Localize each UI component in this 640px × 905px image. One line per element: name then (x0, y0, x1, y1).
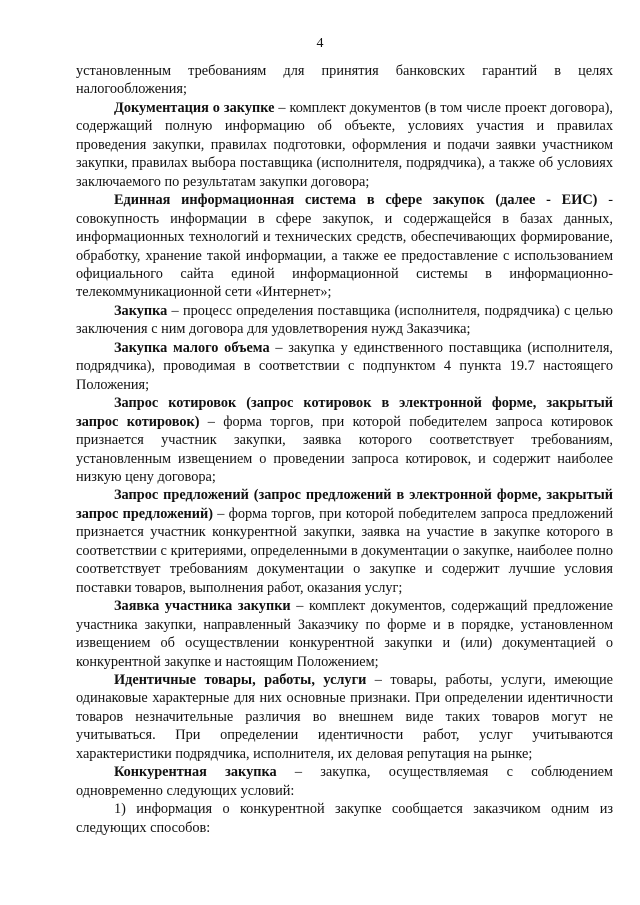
definition-text: – закупка у единственного поставщика (исполнителя, подрядчика), проводимая в соответствии с подпунктом 4 пункта 19.7 настоящего Положения; (76, 339, 613, 393)
list-item-text: 1) информация о конкурентной закупке сообщается заказчиком одним из следующих способов: (76, 801, 613, 836)
definition-text: – процесс определения поставщика (исполнителя, подрядчика) с целью заключения с ним договора для удовлетворения нужд Заказчика; (76, 302, 613, 338)
definition-eis (76, 191, 613, 302)
definition-text: – форма торгов, при которой победителем запроса котировок признается участник закупки, заявка которого соответствует требованиям, установленным извещением о проведении запроса котировок, и содержит наиболее низкую цену договора; (76, 413, 613, 485)
definition-term: Запрос предложений (запрос предложений в электронной форме, закрытый запрос предложений) (76, 487, 613, 522)
definition-request-for-proposals (76, 486, 613, 597)
page-number: 4 (316, 36, 324, 51)
definition-text: – комплект документов, содержащий предложение участника закупки, направленный Заказчику по форме и в порядке, установленном извещением об осуществлении конкурентной закупки и (или) документацией о конкурентной закупке и настоящим Положением; (76, 598, 613, 670)
definition-term: Идентичные товары, работы, услуги (114, 671, 367, 688)
definition-term: Единная информационная система в сфере закупок (далее - ЕИС) (114, 192, 598, 209)
definition-term: Запрос котировок (запрос котировок в электронной форме, закрытый запрос котировок) (76, 395, 613, 430)
definition-text: - совокупность информации в сфере закупок, и содержащейся в базах данных, информационных технологий и технических средств, обеспечивающих формирование, обработку, хранение такой информации, а также ее предоставление с использованием официального сайта единой информационной системы в информационно-телекоммуникационной сети «Интернет»; (76, 192, 613, 301)
definition-term: Заявка участника закупки (114, 598, 291, 615)
definition-text: – закупка, осуществляемая с соблюдением одновременно следующих условий: (76, 764, 613, 799)
definition-term: Документация о закупке (114, 99, 275, 116)
definition-term: Закупка (114, 302, 168, 319)
definition-text: – товары, работы, услуги, имеющие одинаковые характерные для них основные признаки. При определении идентичности товаров незначительные различия во внешнем виде таких товаров могут не учитываться. При определении идентичности работ, услуг учитываются характеристики подрядчика, исполнителя, их деловая репутация на рынке; (76, 671, 613, 762)
definition-procurement (76, 302, 613, 339)
paragraph-continuation (76, 62, 613, 99)
definition-small-procurement (76, 339, 613, 394)
definition-procurement-documentation (76, 99, 613, 191)
definition-text: – комплект документов (в том числе проект договора), содержащий полную информацию об объекте, условиях участия и правилах проведения закупки, правилах подготовки, оформления и подачи заявки участником закупки, правилах выбора поставщика (исполнителя, подрядчика), а также об условиях заключаемого по результатам закупки договора; (76, 99, 614, 190)
document-body (76, 62, 613, 837)
definition-request-for-quotations (76, 394, 613, 486)
definition-term: Конкурентная закупка (114, 764, 277, 781)
definition-term: Закупка малого объема (114, 339, 270, 356)
list-item-condition-1 (76, 800, 613, 837)
definition-text: – форма торгов, при которой победителем запроса предложений признается участник конкурентной закупки, заявка на участие в закупке которого в соответствии с критериями, определенными в документации о закупке, наиболее полно соответствует требованиям документации о закупке и содержит лучшие условия поставки товаров, выполнения работ, оказания услуг; (76, 505, 613, 596)
definition-competitive-procurement (76, 763, 613, 800)
definition-identical-goods (76, 671, 613, 763)
paragraph-text: установленным требованиям для принятия банковских гарантий в целях налогообложения; (76, 63, 613, 98)
definition-participant-application (76, 597, 613, 671)
